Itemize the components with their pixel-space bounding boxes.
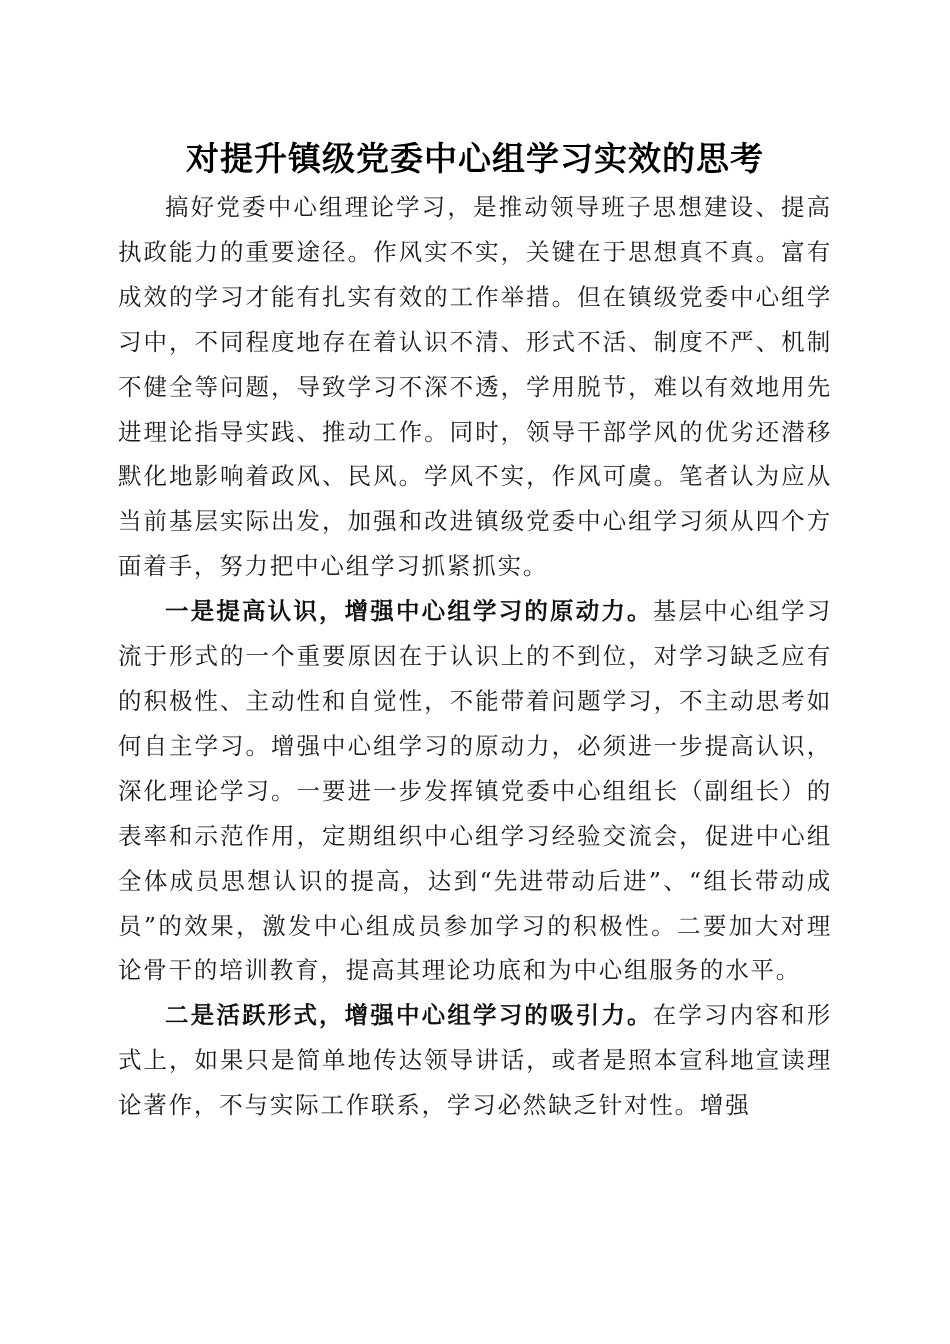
paragraph-text: 在学习内容和形式上，如果只是简单地传达领导讲话，或者是照本宣科地宣读理论著作，不与实际工作联系，学习必然缺乏针对性。增强 bbox=[118, 1001, 832, 1120]
paragraph-intro bbox=[118, 185, 832, 589]
paragraph-point-two bbox=[118, 993, 832, 1128]
paragraph-text: 搞好党委中心组理论学习，是推动领导班子思想建设、提高执政能力的重要途径。作风实不实，关键在于思想真不真。富有成效的学习才能有扎实有效的工作举措。但在镇级党委中心组学习中，不同程度地存在着认识不清、形式不活、制度不严、机制不健全等问题，导致学习不深不透，学用脱节，难以有效地用先进理论指导实践、推动工作。同时，领导干部学风的优劣还潜移默化地影响着政风、民风。学风不实，作风可虞。笔者认为应从当前基层实际出发，加强和改进镇级党委中心组学习须从四个方面着手，努力把中心组学习抓紧抓实。 bbox=[118, 193, 832, 581]
paragraph-point-one bbox=[118, 589, 832, 993]
document-body bbox=[118, 185, 832, 1128]
document-title: 对提升镇级党委中心组学习实效的思考 bbox=[186, 139, 764, 178]
paragraph-lead: 一是提高认识，增强中心组学习的原动力。 bbox=[165, 597, 653, 626]
paragraph-text: 基层中心组学习流于形式的一个重要原因在于认识上的不到位，对学习缺乏应有的积极性、主动性和自觉性，不能带着问题学习，不主动思考如何自主学习。增强中心组学习的原动力，必须进一步提高认识，深化理论学习。一要进一步发挥镇党委中心组组长（副组长）的表率和示范作用，定期组织中心组学习经验交流会，促进中心组全体成员思想认识的提高，达到“先进带动后进”、“组长带动成员”的效果，激发中心组成员参加学习的积极性。二要加大对理论骨干的培训教育，提高其理论功底和为中心组服务的水平。 bbox=[118, 597, 832, 985]
paragraph-lead: 二是活跃形式，增强中心组学习的吸引力。 bbox=[165, 1001, 653, 1030]
